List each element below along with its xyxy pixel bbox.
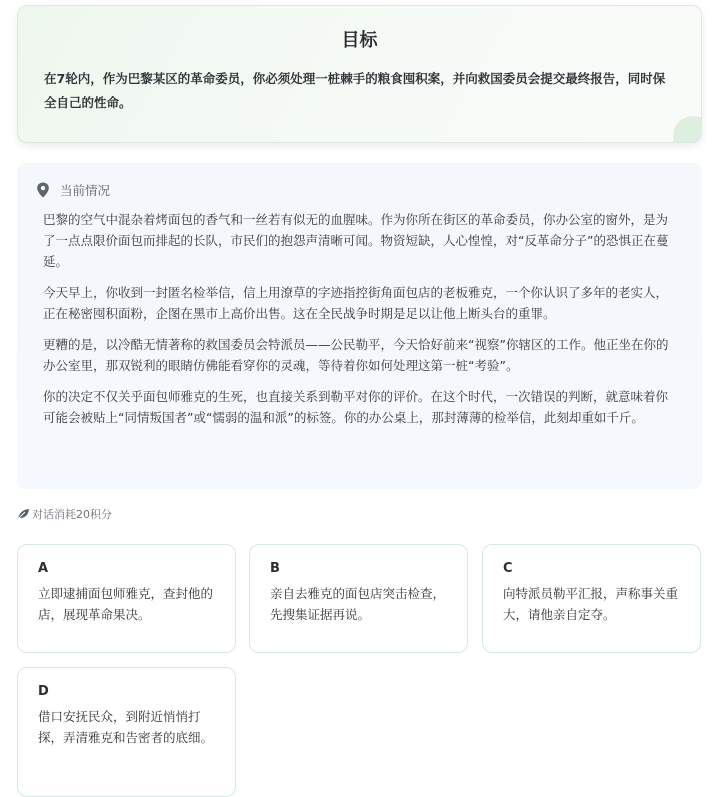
situation-panel (17, 163, 702, 489)
option-d-card[interactable] (17, 667, 236, 797)
option-letter: D (38, 684, 49, 699)
situation-paragraph: 今天早上，你收到一封匿名检举信，信上用潦草的字迹指控街角面包店的老板雅克，一个你认识了多年的老实人，正在秘密囤积面粉，企图在黑市上高价出售。这在全民战争时期是足以让他上断头台的重罪。 (43, 285, 669, 321)
situation-header (36, 181, 110, 199)
cost-note (17, 506, 112, 522)
option-a-card[interactable] (17, 544, 236, 653)
option-text: 向特派员勒平汇报，声称事关重大，请他亲自定夺。 (503, 586, 679, 622)
map-pin-icon (36, 182, 50, 198)
leaf-icon (17, 508, 30, 520)
option-c-card[interactable] (482, 544, 701, 653)
decorative-blob (673, 116, 702, 143)
option-b-card[interactable] (249, 544, 468, 653)
situation-heading: 当前情况 (60, 183, 111, 198)
goal-text: 在7轮内，作为巴黎某区的革命委员，你必须处理一桩棘手的粮食囤积案，并向救国委员会提交最终报告，同时保全自己的性命。 (44, 71, 666, 110)
option-text: 立即逮捕面包师雅克，查封他的店，展现革命果决。 (38, 586, 214, 622)
option-text: 借口安抚民众，到附近悄悄打探，弄清雅克和告密者的底细。 (38, 709, 214, 745)
situation-paragraph: 巴黎的空气中混杂着烤面包的香气和一丝若有似无的血腥味。作为你所在街区的革命委员，你办公室的窗外，是为了一点点限价面包而排起的长队，市民们的抱怨声清晰可闻。物资短缺，人心惶惶，对“反革命分子”的恐惧正在蔓延。 (43, 212, 669, 269)
goal-card (17, 5, 702, 143)
option-letter: C (503, 561, 513, 576)
situation-paragraph: 更糟的是，以冷酷无情著称的救国委员会特派员——公民勒平，今天恰好前来“视察”你辖区的工作。他正坐在你的办公室里，那双锐利的眼睛仿佛能看穿你的灵魂，等待着你如何处理这第一桩“考验”。 (43, 337, 669, 373)
situation-paragraph: 你的决定不仅关乎面包师雅克的生死，也直接关系到勒平对你的评价。在这个时代，一次错误的判断，就意味着你可能会被贴上“同情叛国者”或“懦弱的温和派”的标签。你的办公桌上，那封薄薄的检举信，此刻却重如千斤。 (43, 389, 669, 425)
option-letter: A (38, 561, 49, 576)
cost-text: 对话消耗20积分 (32, 508, 112, 521)
situation-body (43, 209, 680, 438)
goal-title: 目标 (341, 30, 378, 51)
option-text: 亲自去雅克的面包店突击检查，先搜集证据再说。 (270, 586, 446, 622)
option-letter: B (270, 561, 280, 576)
